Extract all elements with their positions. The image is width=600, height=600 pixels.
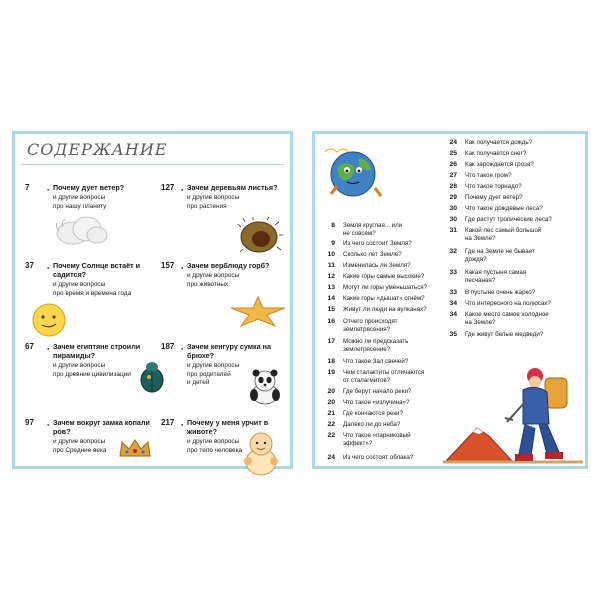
list-item[interactable] [321, 295, 439, 306]
item-page: 33 [449, 269, 457, 276]
list-item[interactable] [321, 251, 439, 262]
item-page: 25 [449, 150, 457, 157]
list-item[interactable] [321, 432, 439, 447]
item-page: 15 [327, 306, 335, 313]
list-item[interactable] [321, 318, 439, 333]
entry-subtitle: про растения [187, 202, 227, 210]
chestnut-illustration [237, 217, 283, 255]
item-text: Живут ли люди на вулканах? [343, 306, 427, 313]
list-item[interactable] [321, 284, 439, 295]
item-text: Что интересного на полюсах? [465, 300, 551, 307]
left-page [12, 131, 293, 469]
list-item[interactable] [443, 248, 583, 263]
entry-page-number: 37 [25, 261, 34, 270]
item-page: 24 [327, 454, 335, 461]
item-text-cont: от сталагмитов? [343, 377, 391, 384]
item-text: Как зарождается гроза? [465, 161, 534, 168]
panda-illustration [245, 366, 285, 406]
entry-question: ● Почему у меня урчит в животе? [187, 418, 287, 436]
list-item[interactable] [321, 369, 439, 384]
item-text: Что такое гром? [465, 172, 512, 179]
entry-page-number: 187 [161, 342, 175, 351]
item-page: 33 [449, 289, 457, 296]
earth-character-illustration [323, 142, 389, 202]
entry-subtitle: про родителей [187, 370, 231, 378]
entry-subtitle: про Средние века [53, 446, 107, 454]
item-page: 21 [327, 410, 335, 417]
list-item[interactable] [321, 358, 439, 369]
item-page: 9 [331, 240, 335, 247]
list-item[interactable] [321, 240, 439, 251]
item-page: 11 [327, 262, 335, 269]
entry-subtitle: про древние цивилизации [53, 370, 131, 378]
item-text: Сколько лет Земле? [343, 251, 402, 258]
item-text: Отчего происходят [343, 318, 398, 325]
entry-subtitle: про нашу планету [53, 202, 107, 210]
entry-page-number: 127 [161, 183, 175, 192]
right-page [312, 131, 588, 469]
item-text-cont: эффект»? [343, 440, 373, 447]
list-item[interactable] [443, 300, 583, 311]
item-text: Из чего состоят облака? [343, 454, 414, 461]
item-text: Что такое «парниковый [343, 432, 411, 439]
item-text: Где берут начало реки? [343, 388, 412, 395]
entry-page-number: 97 [25, 418, 34, 427]
item-page: 32 [449, 248, 457, 255]
item-text: Далеко ли до неба? [343, 421, 401, 428]
item-text: Изменилась ли Земля? [343, 262, 411, 269]
list-item[interactable] [443, 289, 583, 300]
item-text: Где растут тропические леса? [465, 216, 552, 223]
item-text: Какая пустыня самая [465, 269, 527, 276]
item-page: 34 [449, 300, 457, 307]
list-item[interactable] [443, 161, 583, 172]
entry-subtitle: про тело человека [187, 446, 243, 454]
item-text: Могут ли горы уменьшаться? [343, 284, 428, 291]
entry-question: ● Зачем египтяне строили пирамиды? [53, 342, 153, 360]
list-item[interactable] [321, 306, 439, 317]
entry-page-number: 217 [161, 418, 175, 427]
list-item[interactable] [443, 331, 583, 342]
item-text: Как получается дождь? [465, 139, 533, 146]
page-title: СОДЕРЖАНИЕ [27, 140, 168, 159]
item-text-cont: землетрясение? [343, 346, 391, 353]
item-page: 17 [327, 338, 335, 345]
item-text: Какой лес самый большой [465, 227, 542, 234]
item-page: 22 [327, 421, 335, 428]
entry-subtitle: и другие вопросы [187, 194, 240, 201]
item-page: 20 [327, 388, 335, 395]
list-item[interactable] [443, 205, 583, 216]
entry-page-number: 7 [25, 183, 30, 192]
item-text: Где живут белые медведи? [465, 331, 544, 338]
item-page: 14 [327, 295, 335, 302]
entry-subtitle: и другие вопросы [187, 362, 240, 369]
list-item[interactable] [443, 139, 583, 150]
list-item[interactable] [321, 399, 439, 410]
list-item[interactable] [321, 421, 439, 432]
item-page: 18 [327, 358, 335, 365]
entry-subtitle: про животных [187, 280, 229, 288]
item-text: Что такое дождевые леса? [465, 205, 543, 212]
item-text: Чем сталактиты отличаются [343, 369, 425, 376]
list-item[interactable] [321, 388, 439, 399]
item-text: Что такое Зал свечей? [343, 358, 409, 365]
list-item[interactable] [321, 338, 439, 353]
sun-face-illustration [29, 300, 69, 340]
entry-subtitle: про время и времена года [53, 289, 132, 297]
entry-subtitle: и другие вопросы [187, 438, 240, 445]
item-text: Земля круглая... или [343, 222, 403, 229]
entry-subtitle: и другие вопросы [53, 362, 106, 369]
item-page: 20 [327, 399, 335, 406]
list-item[interactable] [321, 273, 439, 284]
list-item[interactable] [321, 410, 439, 421]
item-text: Можно ли предсказать [343, 338, 409, 345]
item-text-cont: на Земле? [465, 235, 496, 242]
item-text: Где кончаются реки? [343, 410, 403, 417]
item-text: Что такое «излучина»? [343, 399, 410, 406]
item-page: 12 [327, 273, 335, 280]
item-text: Из чего состоит Земля? [343, 240, 412, 247]
item-page: 34 [449, 311, 457, 318]
item-text-cont: дождя? [465, 256, 487, 263]
entry-question: ● Зачем кенгуру сумка на брюхе? [187, 342, 287, 360]
crown-illustration [118, 438, 152, 458]
item-page: 24 [449, 139, 457, 146]
list-item[interactable] [443, 269, 583, 284]
item-text-cont: песчаная? [465, 277, 496, 284]
item-page: 8 [331, 222, 335, 229]
item-page: 29 [449, 194, 457, 201]
item-text: Какие горы самые высокие? [343, 273, 425, 280]
entry-question: ● Зачем вокруг замка копали ров? [53, 418, 153, 436]
item-text: Какое место самое холодное [465, 311, 549, 318]
entry-subtitle: и другие вопросы [53, 438, 106, 445]
item-text: В пустыне очень жарко? [465, 289, 536, 296]
scarab-illustration [138, 360, 166, 394]
starfish-illustration [227, 294, 289, 328]
item-page: 31 [449, 227, 457, 234]
list-item[interactable] [443, 194, 583, 205]
entry-page-number: 157 [161, 261, 175, 270]
list-item[interactable] [443, 172, 583, 183]
item-page: 22 [327, 432, 335, 439]
list-item[interactable] [443, 311, 583, 326]
entry-question: ● Зачем верблюду горб? [187, 261, 287, 270]
item-text-cont: землетрясения? [343, 326, 391, 333]
item-page: 10 [327, 251, 335, 258]
mountaineer-illustration [443, 362, 583, 466]
item-text: Как получается снег? [465, 150, 527, 157]
item-page: 30 [449, 205, 457, 212]
entry-subtitle: и другие вопросы [53, 194, 106, 201]
item-text-cont: не совсем? [343, 230, 376, 237]
item-page: 35 [449, 331, 457, 338]
item-text: Какие горы «дышат» огнём? [343, 295, 425, 302]
entry-subtitle: и другие вопросы [187, 272, 240, 279]
list-item[interactable] [443, 227, 583, 242]
entry-question: ● Зачем деревьям листья? [187, 183, 287, 192]
entry-question: ● Почему Солнце встаёт и садится? [53, 261, 153, 279]
item-text: Что такое торнадо? [465, 183, 522, 190]
baby-illustration [236, 428, 286, 478]
entry-subtitle: и другие вопросы [53, 281, 106, 288]
cloud-illustration [53, 213, 109, 247]
entry-subtitle: и детей [187, 379, 210, 386]
title-divider [21, 164, 284, 165]
item-text: Где на Земле не бывает [465, 248, 535, 255]
item-text: Почему дует ветер? [465, 194, 523, 201]
item-page: 13 [327, 284, 335, 291]
list-item[interactable] [443, 216, 583, 227]
list-item[interactable] [443, 183, 583, 194]
entry-question: ● Почему дует ветер? [53, 183, 153, 192]
list-item[interactable] [443, 150, 583, 161]
item-page: 27 [449, 172, 457, 179]
list-item[interactable] [321, 454, 439, 465]
item-page: 28 [449, 183, 457, 190]
item-page: 19 [327, 369, 335, 376]
item-page: 26 [449, 161, 457, 168]
item-page: 30 [449, 216, 457, 223]
list-item[interactable] [321, 222, 439, 237]
item-text-cont: на Земле? [465, 319, 496, 326]
list-item[interactable] [321, 262, 439, 273]
entry-page-number: 67 [25, 342, 34, 351]
item-page: 16 [327, 318, 335, 325]
